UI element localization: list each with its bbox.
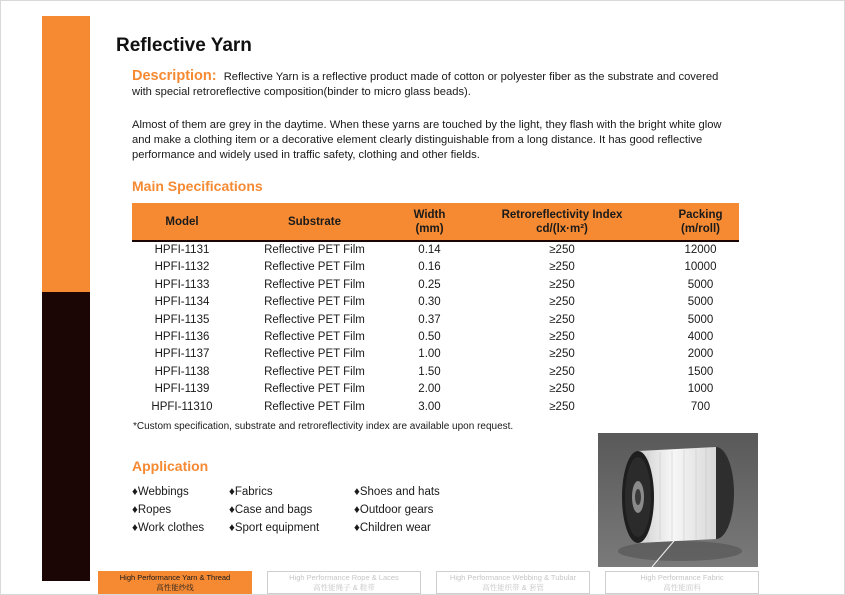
table-header-row (132, 203, 739, 241)
table-row (132, 294, 739, 311)
cell-packing: 12000 (684, 244, 717, 256)
description-paragraph-2: Almost of them are grey in the daytime. When these yarns are touched by the light, they flash with the bright white glow and make a clothing item or a decorative element clearly distinguishable from a long distance. It has good reflective performance and widely used in traffic safety, clothing and other fields. (132, 119, 722, 161)
yarn-spool-icon (598, 433, 758, 567)
description-paragraph (132, 69, 732, 100)
cell-substrate: Reflective PET Film (264, 244, 365, 256)
footer-tab-rope-laces[interactable] (267, 571, 421, 594)
footer-tab-fabric[interactable] (605, 571, 759, 594)
table-row (132, 399, 739, 416)
cell-model: HPFI-1134 (154, 296, 210, 309)
cell-substrate: Reflective PET Film (264, 313, 365, 326)
header-width-line1: Width (413, 208, 446, 221)
cell-retro: ≥250 (549, 278, 575, 291)
cell-packing: 1000 (687, 383, 714, 396)
cell-model: HPFI-1132 (154, 261, 210, 274)
footer-tab-webbing-tubular[interactable] (436, 571, 590, 594)
cell-packing: 5000 (687, 278, 714, 291)
cell-retro: ≥250 (549, 244, 575, 256)
footer-tab-label-cn: 高性能织带 & 套管 (482, 583, 544, 592)
specifications-title: Main Specifications (132, 178, 263, 194)
cell-model: HPFI-1138 (154, 365, 210, 378)
cell-packing: 4000 (687, 331, 714, 344)
footer-tab-label-cn: 高性能绳子 & 鞋带 (313, 583, 375, 592)
application-item: ♦Fabrics (229, 486, 273, 498)
description-text: Reflective Yarn is a reflective product made of cotton or polyester fiber as the substrate and covered with special retroreflective composition(binder to micro glass beads). (132, 71, 719, 98)
cell-width: 0.14 (418, 244, 441, 256)
cell-width: 1.00 (418, 348, 441, 361)
custom-spec-note: *Custom specification, substrate and retroreflectivity index are available upon request. (133, 421, 514, 432)
table-body (132, 241, 739, 416)
header-retroreflectivity (462, 203, 662, 241)
cell-width: 0.37 (418, 313, 441, 326)
table-row (132, 346, 739, 363)
cell-packing: 10000 (684, 261, 717, 274)
footer-tab-label-en: High Performance Webbing & Tubular (449, 573, 577, 582)
table-row (132, 329, 739, 346)
cell-packing: 5000 (687, 313, 714, 326)
cell-width: 0.25 (418, 278, 441, 291)
application-item: ♦Ropes (132, 504, 172, 516)
cell-retro: ≥250 (549, 313, 575, 326)
cell-substrate: Reflective PET Film (264, 348, 365, 361)
cell-width: 0.16 (418, 261, 441, 274)
footer-tab-label-cn: 高性能纱线 (156, 583, 194, 592)
cell-retro: ≥250 (549, 383, 575, 396)
side-bar-dark (42, 292, 90, 581)
cell-width: 3.00 (418, 400, 441, 413)
application-title: Application (132, 458, 209, 474)
header-retro-line2: cd/(lx·m²) (536, 222, 588, 235)
application-item: ♦Webbings (132, 486, 189, 498)
cell-substrate: Reflective PET Film (264, 383, 365, 396)
table-row (132, 381, 739, 398)
cell-substrate: Reflective PET Film (264, 331, 365, 344)
cell-retro: ≥250 (549, 331, 575, 344)
cell-model: HPFI-1137 (154, 348, 210, 361)
cell-model: HPFI-1135 (154, 313, 210, 326)
footer-tab-label-cn: 高性能面料 (663, 583, 701, 592)
cell-width: 0.30 (418, 296, 441, 309)
application-item: ♦Work clothes (132, 522, 205, 534)
header-width (397, 203, 462, 241)
header-retro-line1: Retroreflectivity Index (501, 208, 623, 221)
footer-tab-yarn-thread[interactable] (98, 571, 252, 594)
cell-packing: 2000 (687, 348, 714, 361)
cell-model: HPFI-1133 (154, 278, 210, 291)
page-title: Reflective Yarn (116, 35, 252, 56)
header-packing-line1: Packing (678, 208, 723, 221)
cell-model: HPFI-1139 (154, 383, 210, 396)
side-bar-orange (42, 16, 90, 292)
cell-retro: ≥250 (549, 400, 575, 413)
footer-tab-label-en: High Performance Rope & Laces (289, 573, 399, 582)
footer-tab-label-en: High Performance Fabric (640, 573, 724, 582)
cell-width: 0.50 (418, 331, 441, 344)
table-row (132, 364, 739, 381)
cell-model: HPFI-11310 (151, 400, 213, 413)
cell-retro: ≥250 (549, 261, 575, 274)
table-row (132, 277, 739, 294)
cell-packing: 1500 (687, 365, 714, 378)
header-model: Model (132, 203, 232, 241)
table-row (132, 241, 739, 259)
cell-retro: ≥250 (549, 296, 575, 309)
cell-packing: 700 (690, 400, 711, 413)
header-width-line2: (mm) (415, 222, 444, 235)
table-row (132, 259, 739, 276)
cell-retro: ≥250 (549, 365, 575, 378)
application-item: ♦Children wear (354, 522, 431, 534)
cell-substrate: Reflective PET Film (264, 365, 365, 378)
cell-substrate: Reflective PET Film (264, 400, 365, 413)
yarn-spool-photo (598, 433, 758, 567)
cell-model: HPFI-1131 (154, 244, 210, 256)
cell-substrate: Reflective PET Film (264, 296, 365, 309)
cell-width: 1.50 (418, 365, 441, 378)
application-item: ♦Shoes and hats (354, 486, 440, 498)
application-item: ♦Outdoor gears (354, 504, 434, 516)
header-packing-line2: (m/roll) (681, 222, 720, 235)
cell-retro: ≥250 (549, 348, 575, 361)
table-row (132, 312, 739, 329)
cell-substrate: Reflective PET Film (264, 261, 365, 274)
specifications-table (132, 203, 739, 416)
application-item: ♦Case and bags (229, 504, 313, 516)
header-substrate: Substrate (232, 203, 397, 241)
cell-width: 2.00 (418, 383, 441, 396)
description-label: Description: (132, 68, 217, 84)
footer-tab-label-en: High Performance Yarn & Thread (119, 573, 231, 582)
header-packing (662, 203, 739, 241)
cell-packing: 5000 (687, 296, 714, 309)
cell-model: HPFI-1136 (154, 331, 210, 344)
cell-substrate: Reflective PET Film (264, 278, 365, 291)
application-item: ♦Sport equipment (229, 522, 320, 534)
